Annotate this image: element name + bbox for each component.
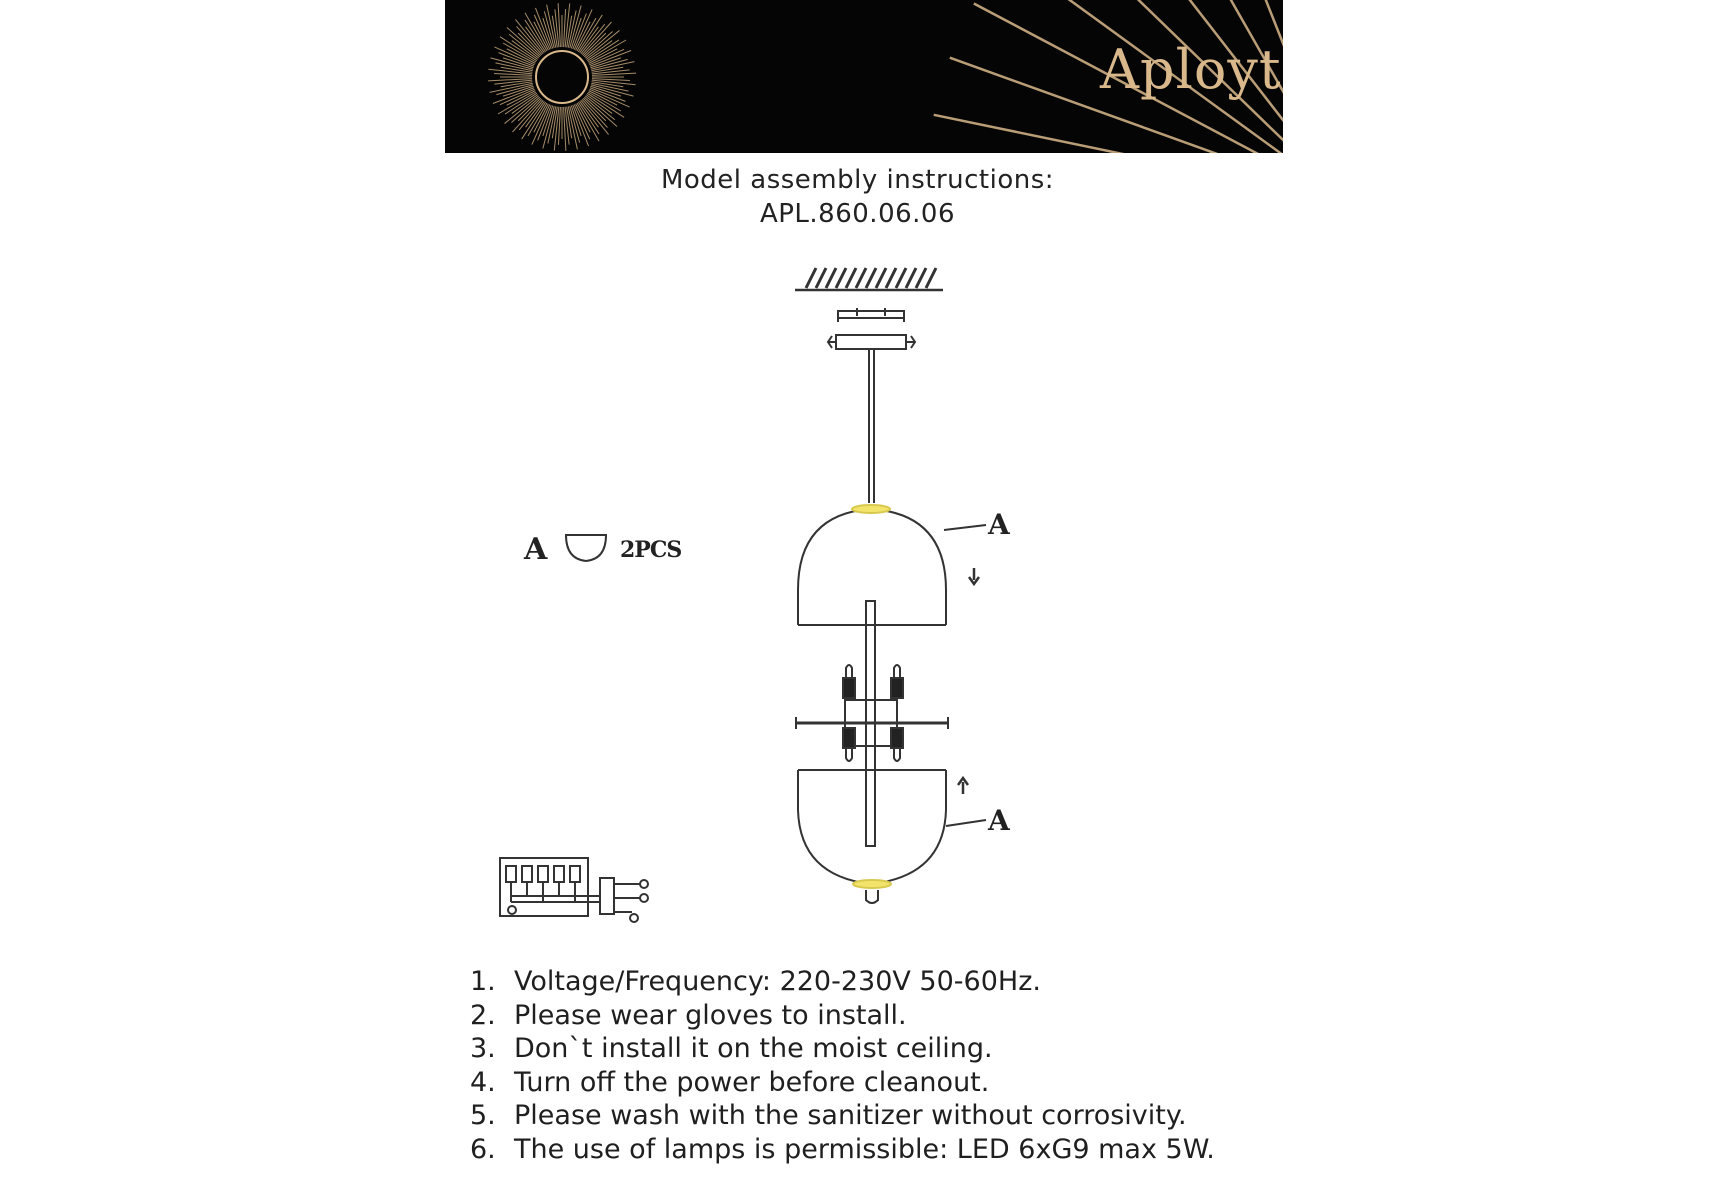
brand-logo-text: Aployt [1100, 38, 1282, 101]
list-item: 2. Please wear gloves to install. [470, 999, 907, 1031]
callout-a-top: A [988, 508, 1010, 541]
part-count: 2PCS [620, 537, 682, 563]
mounting-bracket [838, 308, 904, 322]
list-item: 1. Voltage/Frequency: 220-230V 50-60Hz. [470, 966, 1041, 997]
callout-a-bottom: A [988, 804, 1010, 837]
part-label-a: A [524, 532, 548, 567]
list-item: 5. Please wash with the sanitizer without corrosivity. [470, 1100, 1187, 1131]
terminal-block-icon [500, 858, 648, 922]
leader-line-bottom [946, 820, 986, 826]
shade-part-icon [566, 535, 606, 561]
g9-lamp-holder [891, 728, 903, 761]
leader-line-top [944, 525, 986, 530]
instruction-list [470, 965, 1215, 1166]
arrow-down-icon [969, 568, 979, 584]
finial [866, 890, 878, 903]
list-item: 4. Turn off the power before cleanout. [470, 1066, 990, 1098]
upper-highlight [852, 505, 890, 513]
upper-glass-shade [798, 505, 946, 625]
list-item: 6. The use of lamps is permissible: LED 6xG9 max 5W. [470, 1133, 1215, 1165]
document-title: Model assembly instructions: [660, 165, 1055, 195]
g9-lamp-holder [843, 728, 855, 761]
lower-highlight [853, 880, 891, 888]
lower-glass-shade [798, 770, 946, 903]
g9-lamp-holder [843, 665, 855, 698]
canopy [828, 335, 915, 349]
arrow-up-icon [958, 778, 968, 794]
g9-lamp-holder [891, 665, 903, 698]
ceiling-hatch [795, 268, 943, 290]
list-item: 3. Don`t install it on the moist ceiling. [470, 1033, 993, 1064]
suspension-rod [869, 349, 874, 503]
model-number: APL.860.06.06 [759, 199, 956, 229]
light-arm [796, 700, 948, 746]
